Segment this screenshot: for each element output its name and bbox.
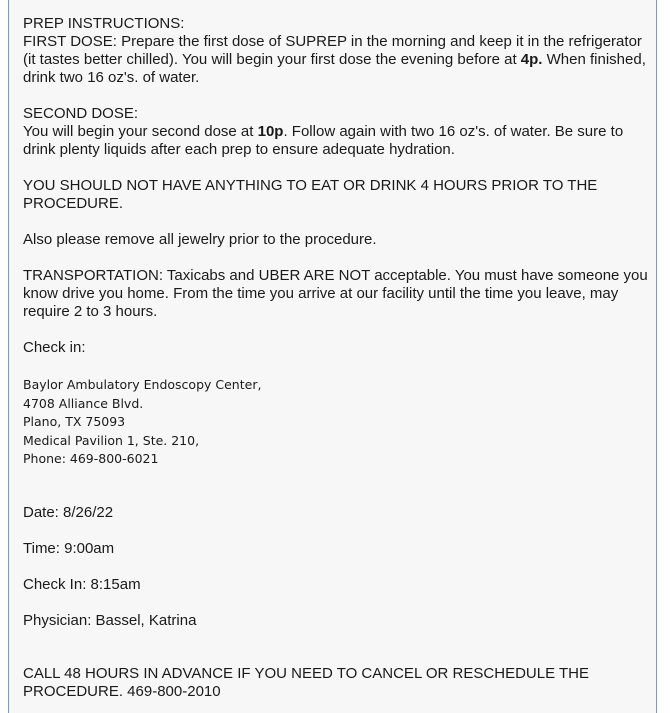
address-line-city: Plano, TX 75093	[23, 414, 126, 429]
address-line-suite: Medical Pavilion 1, Ste. 210,	[23, 432, 200, 448]
second-dose-heading: SECOND DOSE:	[23, 105, 139, 122]
address-line-facility: Baylor Ambulatory Endoscopy Center,	[23, 377, 262, 392]
appointment-check-in: Check In: 8:15am	[23, 575, 141, 593]
instructions-document	[8, 0, 657, 713]
appointment-physician: Physician: Bassel, Katrina	[23, 611, 197, 629]
second-dose-time: 10p	[257, 123, 284, 140]
fasting-warning: YOU SHOULD NOT HAVE ANYTHING TO EAT OR DRINK 4 HOURS PRIOR TO THE PROCEDURE.	[23, 177, 598, 212]
cancel-notice: CALL 48 HOURS IN ADVANCE IF YOU NEED TO CANCEL OR RESCHEDULE THE PROCEDURE. 469-800-2010	[23, 664, 589, 700]
address-line-street: 4708 Alliance Blvd.	[23, 395, 144, 411]
second-dose-paragraph	[23, 123, 656, 159]
first-dose-text: FIRST DOSE: Prepare the first dose of SUPREP in the morning and keep it in the refrigerator (it tastes better chilled). You will begin your first dose the evening before at	[23, 33, 642, 68]
second-dose-text: You will begin your second dose at	[23, 123, 258, 140]
appointment-date: Date: 8/26/22	[23, 503, 114, 521]
address-line-phone: Phone: 469-800-6021	[23, 451, 159, 466]
check-in-label: Check in:	[23, 339, 86, 356]
jewelry-notice: Also please remove all jewelry prior to the procedure.	[23, 231, 377, 248]
prep-heading: PREP INSTRUCTIONS:	[23, 15, 185, 32]
transportation-notice: TRANSPORTATION: Taxicabs and UBER ARE NOT acceptable. You must have someone you know drive you home. From the time you arrive at our facility until the time you leave, may require 2 to 3 hours.	[23, 267, 648, 320]
first-dose-water: When finished, drink two 16 oz's. of water.	[23, 51, 646, 86]
facility-address	[23, 376, 656, 469]
appointment-time: Time: 9:00am	[23, 539, 115, 557]
first-dose-time: 4p.	[520, 51, 543, 68]
first-dose-paragraph	[23, 33, 656, 87]
second-dose-water: . Follow again with two 16 oz's. of water. Be sure to drink plenty liquids after each prep to ensure adequate hydration.	[23, 123, 624, 158]
